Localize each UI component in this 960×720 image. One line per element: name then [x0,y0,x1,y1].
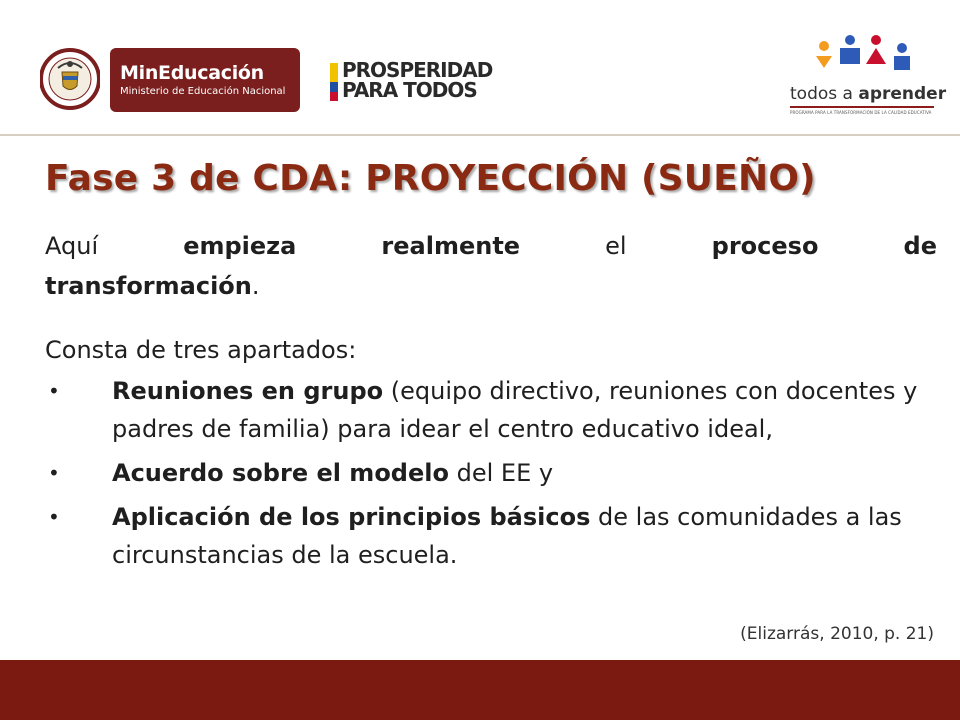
intro-word: el [605,232,627,260]
list-item-bold: Acuerdo sobre el modelo [112,459,449,487]
intro-paragraph [45,226,937,306]
mineducacion-name: MinEducación [120,62,264,84]
intro-end: . [251,272,260,300]
bullet-icon: • [48,505,60,529]
list-item-text: de las comunidades a las circunstancias de la escuela. [112,503,902,569]
todos-underline [790,106,934,108]
colombia-flag-icon [330,63,338,101]
list-item-text: (equipo directivo, reuniones con docentes y padres de familia) para idear el centro educativo ideal, [112,377,918,443]
list-item [45,498,937,574]
intro-word-bold: realmente [381,232,521,260]
slide-title: Fase 3 de CDA: PROYECCIÓN (SUEÑO) [45,158,816,199]
mineducacion-subtitle: Ministerio de Educación Nacional [120,86,286,97]
list-item [45,454,937,492]
prosperidad-line1: PROSPERIDAD [342,58,493,82]
todos-prefix: todos a [790,84,859,104]
prosperidad-line2: PARA TODOS [342,78,477,102]
header-divider [0,134,960,136]
bullet-icon: • [48,379,60,403]
bullet-icon: • [48,461,60,485]
todos-a-aprender-logo [790,84,947,104]
citation: (Elizarrás, 2010, p. 21) [740,624,934,644]
intro-word: Aquí [45,232,99,260]
intro-word-bold: transformación [45,272,252,300]
list-item-bold: Reuniones en grupo [112,377,384,405]
colombia-seal-icon [40,46,100,112]
footer-bar [0,660,960,720]
header-bar [0,0,960,134]
intro-word-bold: de [903,232,937,260]
todos-a-aprender-figures-icon [812,34,916,82]
list-item-text: del EE y [448,459,554,487]
apartados-intro: Consta de tres apartados: [45,336,357,364]
apartados-list [45,372,937,580]
mineducacion-logo [110,48,300,112]
todos-tagline: PROGRAMA PARA LA TRANSFORMACIÓN DE LA CALIDAD EDUCATIVA [790,110,932,115]
intro-word-bold: proceso [711,232,819,260]
prosperidad-logo [342,60,492,100]
intro-word-bold: empieza [183,232,297,260]
list-item-bold: Aplicación de los principios básicos [112,503,591,531]
list-item [45,372,937,448]
todos-bold: aprender [858,84,947,104]
